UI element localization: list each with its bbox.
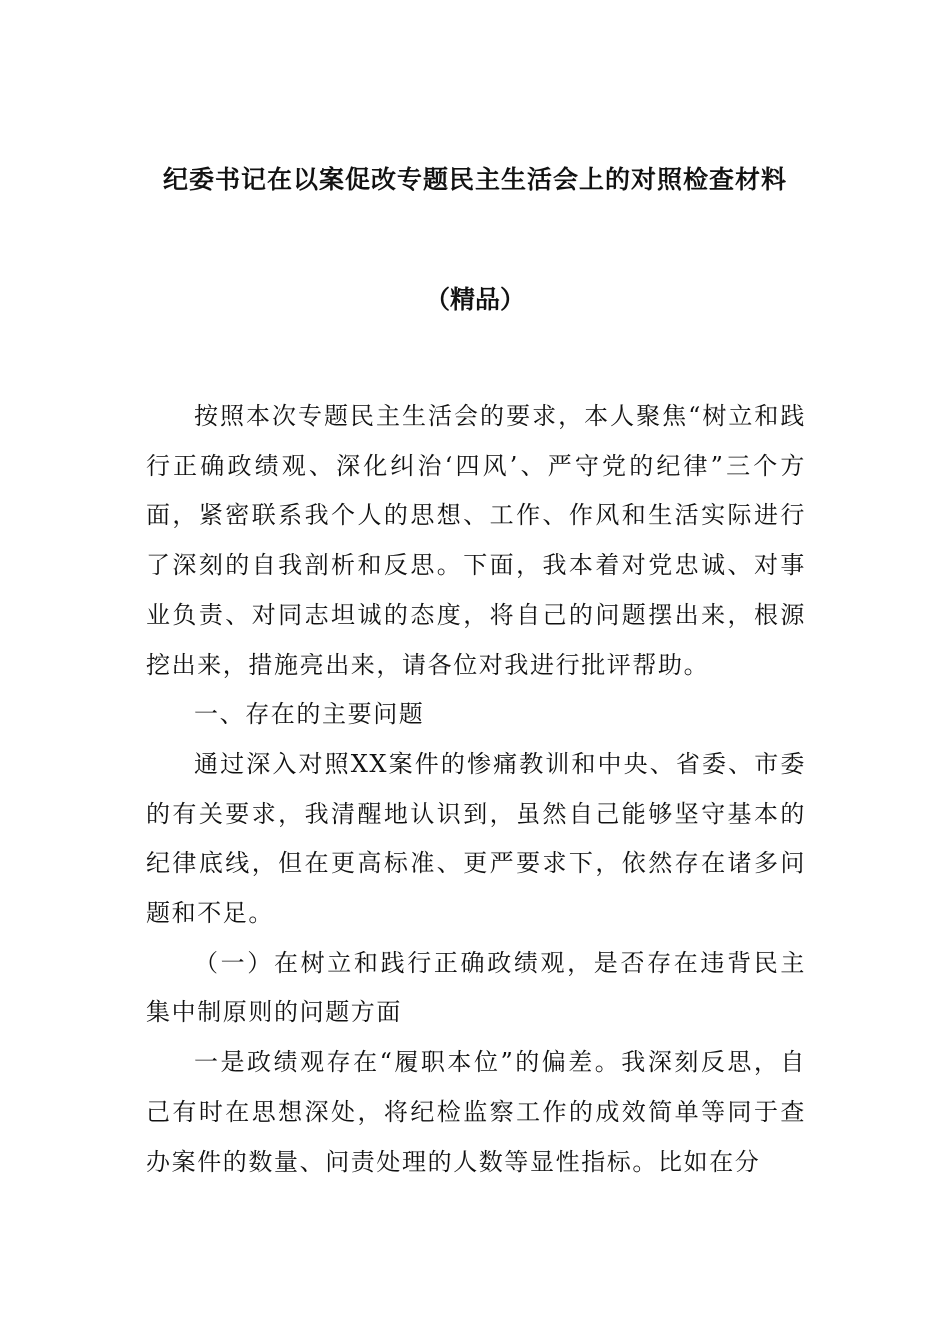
document-subtitle: （精品）: [424, 285, 525, 314]
paragraph-overview: 通过深入对照XX案件的惨痛教训和中央、省委、市委的有关要求，我清醒地认识到，虽然自己能够坚守基本的纪律底线，但在更高标准、更严要求下，依然存在诸多问题和不足。: [146, 749, 806, 928]
paragraph-intro: 按照本次专题民主生活会的要求，本人聚焦“树立和践行正确政绩观、深化纠治‘四风’、严守党的纪律”三个方面，紧密联系我个人的思想、工作、作风和生活实际进行了深刻的自我剖析和反思。下面，我本着对党忠诚、对事业负责、对同志坦诚的态度，将自己的问题摆出来，根源挖出来，措施亮出来，请各位对我进行批评帮助。: [146, 402, 806, 679]
document-title: 纪委书记在以案促改专题民主生活会上的对照检查材料: [162, 165, 787, 194]
section-heading-1: 一、存在的主要问题: [194, 700, 425, 729]
subsection-heading-1: （一）在树立和践行正确政绩观，是否存在违背民主集中制原则的问题方面: [146, 948, 806, 1027]
document-body: [146, 392, 806, 1187]
paragraph-point-1: 一是政绩观存在“履职本位”的偏差。我深刻反思，自己有时在思想深处，将纪检监察工作的成效简单等同于查办案件的数量、问责处理的人数等显性指标。比如在分: [146, 1048, 806, 1176]
